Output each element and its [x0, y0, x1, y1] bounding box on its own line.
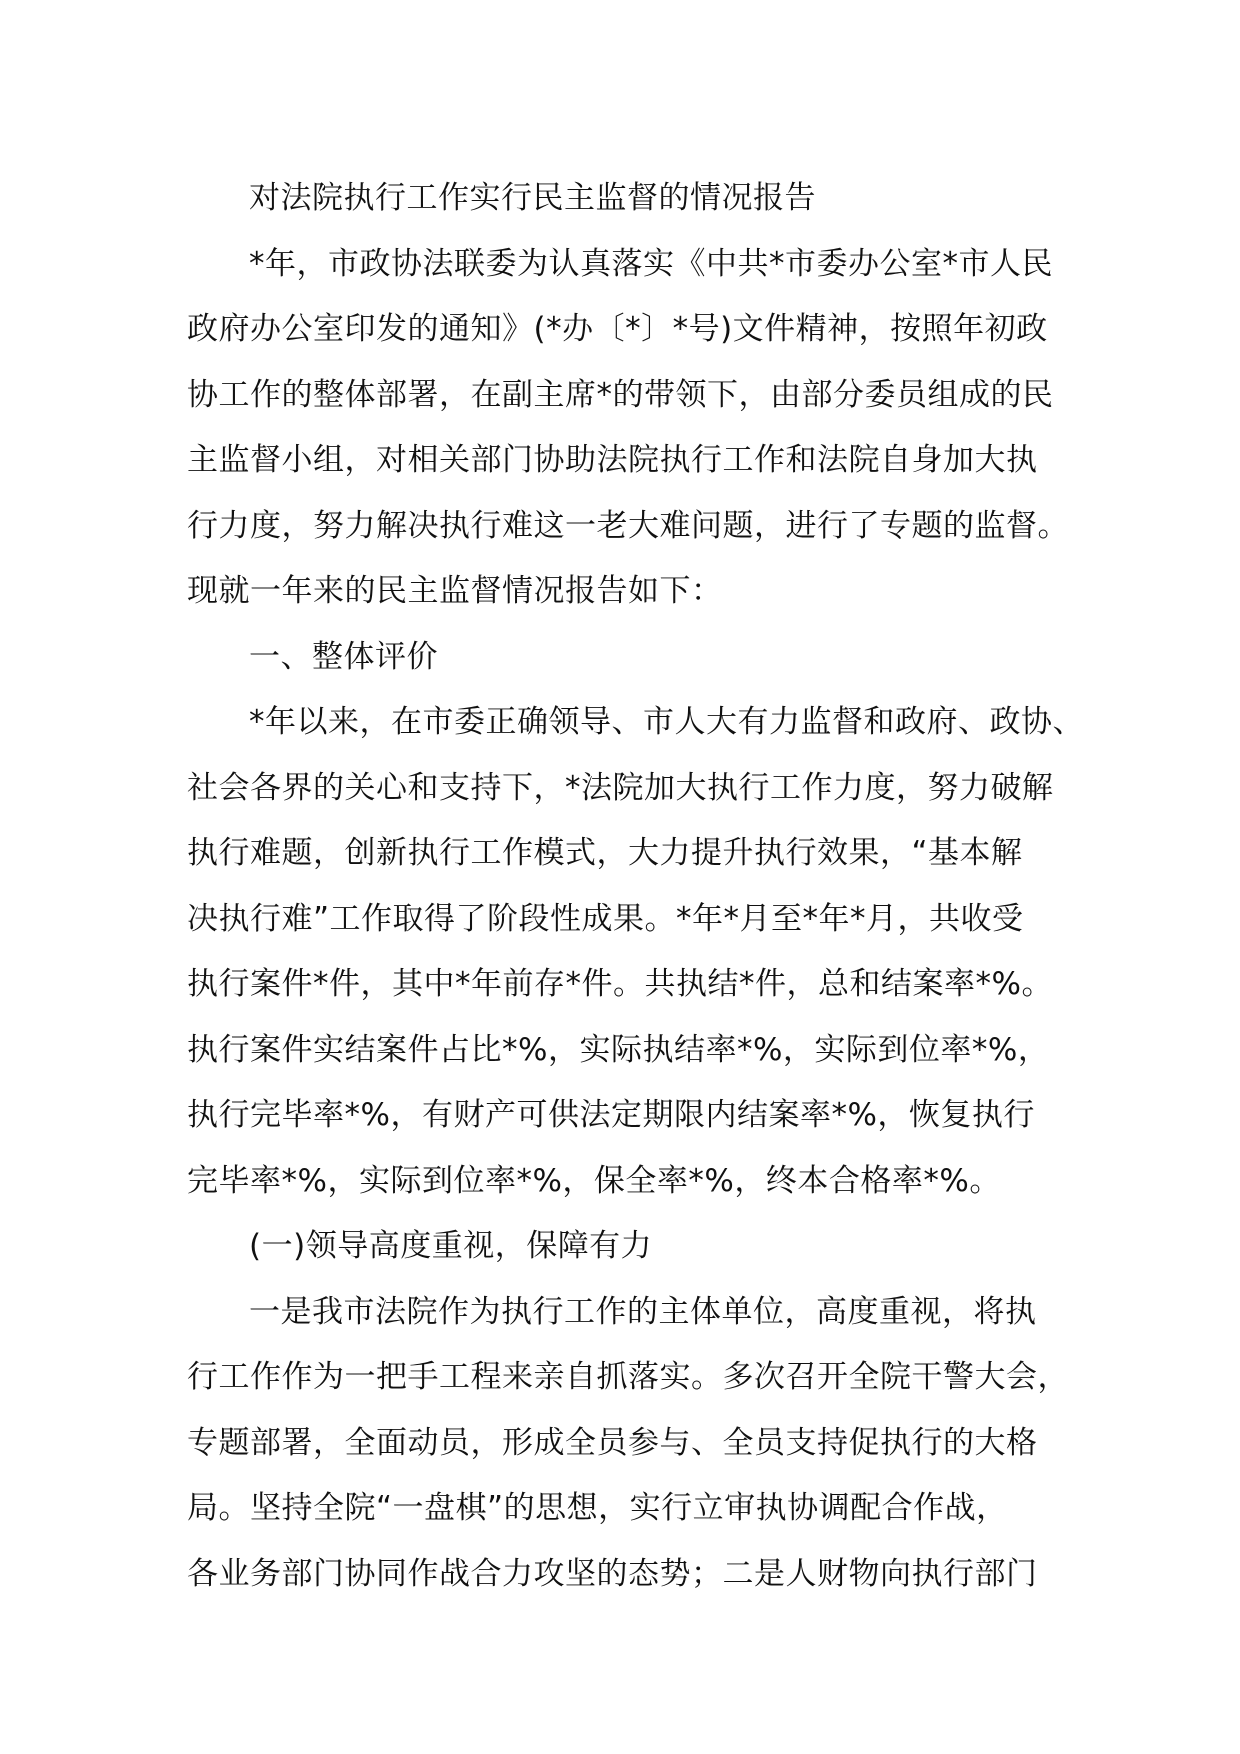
paragraph-line: 一是我市法院作为执行工作的主体单位，高度重视，将执 — [249, 1293, 1037, 1330]
paragraph-line: 执行案件实结案件占比*%，实际执结率*%，实际到位率*%， — [187, 1031, 1050, 1068]
paragraph-line: 执行完毕率*%，有财产可供法定期限内结案率*%，恢复执行 — [187, 1097, 1035, 1133]
paragraph-line: 现就一年来的民主监督情况报告如下： — [187, 573, 723, 609]
subsection-heading: (一)领导高度重视，保障有力 — [249, 1228, 653, 1264]
paragraph-line: 局。坚持全院“一盘棋”的思想，实行立审执协调配合作战， — [187, 1490, 1008, 1526]
paragraph-line: *年以来，在市委正确领导、市人大有力监督和政府、政协、 — [249, 704, 1084, 740]
paragraph-line: *年，市政协法联委为认真落实《中共*市委办公室*市人民 — [249, 245, 1053, 282]
section-heading: 一、整体评价 — [249, 638, 438, 675]
paragraph-line: 政府办公室印发的通知》(*办〔*〕*号)文件精神，按照年初政 — [187, 311, 1048, 347]
paragraph-line: 完毕率*%，实际到位率*%，保全率*%，终本合格率*%。 — [187, 1162, 1001, 1199]
paragraph-line: 执行难题，创新执行工作模式，大力提升执行效果，“基本解 — [187, 835, 1023, 871]
paragraph-line: 行工作作为一把手工程来亲自抓落实。多次召开全院干警大会， — [187, 1359, 1069, 1395]
paragraph-line: 专题部署，全面动员，形成全员参与、全员支持促执行的大格 — [187, 1424, 1038, 1461]
paragraph-line: 各业务部门协同作战合力攻坚的态势；二是人财物向执行部门 — [187, 1555, 1038, 1592]
document-body — [187, 166, 1087, 1607]
paragraph-line: 协工作的整体部署，在副主席*的带领下，由部分委员组成的民 — [187, 376, 1054, 413]
paragraph-line: 执行案件*件，其中*年前存*件。共执结*件，总和结案率*%。 — [187, 966, 1053, 1002]
paragraph-line: 主监督小组，对相关部门协助法院执行工作和法院自身加大执 — [187, 442, 1038, 478]
paragraph-line: 社会各界的关心和支持下，*法院加大执行工作力度，努力破解 — [187, 769, 1054, 806]
paragraph-line: 决执行难”工作取得了阶段性成果。*年*月至*年*月，共收受 — [187, 900, 1024, 937]
paragraph-line: 行力度，努力解决执行难这一老大难问题，进行了专题的监督。 — [187, 507, 1069, 544]
document-title: 对法院执行工作实行民主监督的情况报告 — [249, 180, 816, 216]
